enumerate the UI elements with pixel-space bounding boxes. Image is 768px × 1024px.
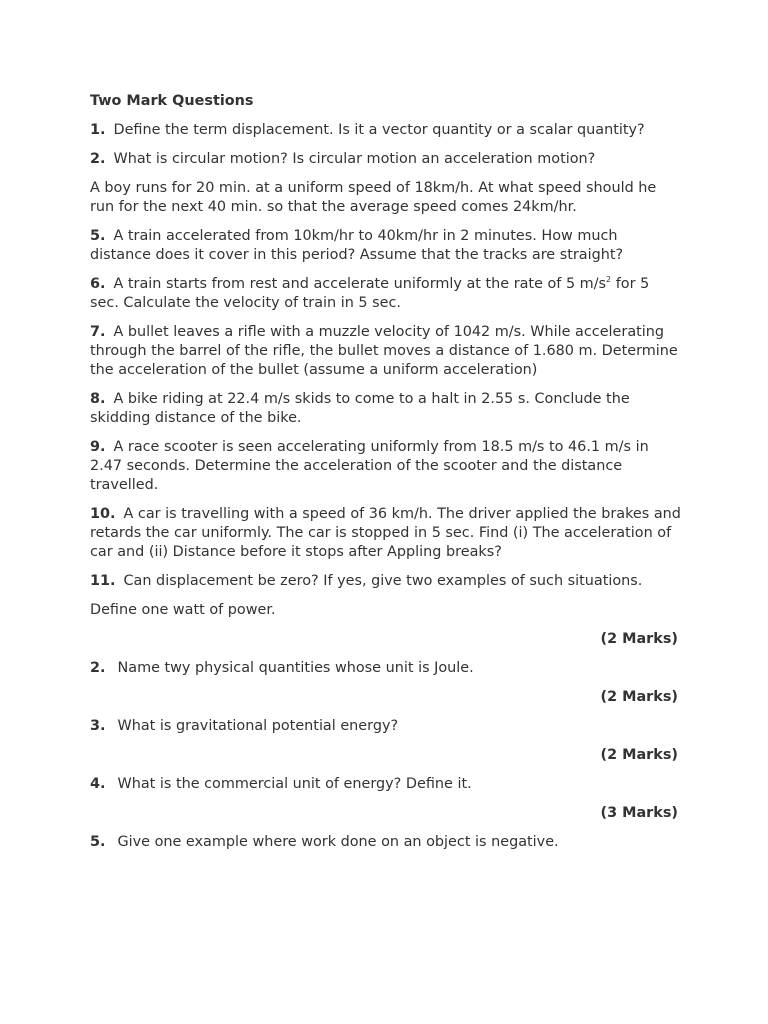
question-text: A boy runs for 20 min. at a uniform speed of 18km/h. At what speed should he run for the next 40 min. so that the average speed comes 24km/hr. (90, 180, 657, 215)
question-number: 5. (90, 228, 106, 244)
marks-label: (2 Marks) (600, 747, 678, 763)
superscript-exponent: 2 (606, 275, 612, 284)
question-number: 4. (90, 776, 106, 792)
marks-label: (3 Marks) (600, 805, 678, 821)
question-number: 3. (90, 718, 106, 734)
question-text: Give one example where work done on an object is negative. (117, 834, 559, 850)
question-number: 9. (90, 439, 106, 455)
question-item (90, 121, 682, 140)
question-text: What is circular motion? Is circular motion an acceleration motion? (113, 151, 596, 167)
question-text: Can displacement be zero? If yes, give two examples of such situations. (123, 573, 643, 589)
question-number: 5. (90, 834, 106, 850)
question-item (90, 150, 682, 169)
question-item (90, 775, 682, 794)
question-text: Name twy physical quantities whose unit is Joule. (117, 660, 474, 676)
question-text: A race scooter is seen accelerating uniformly from 18.5 m/s to 46.1 m/s in 2.47 seconds. Determine the acceleration of the scooter and the distance travelled. (90, 439, 649, 493)
question-number: 2. (90, 151, 106, 167)
question-text: What is the commercial unit of energy? Define it. (117, 776, 472, 792)
marks-label: (2 Marks) (600, 631, 678, 647)
question-number: 6. (90, 276, 106, 292)
question-item (90, 717, 682, 736)
question-number: 1. (90, 122, 106, 138)
question-item (90, 179, 682, 217)
question-item (90, 572, 682, 591)
question-number: 7. (90, 324, 106, 340)
question-text: A bike riding at 22.4 m/s skids to come to a halt in 2.55 s. Conclude the skidding distance of the bike. (90, 391, 630, 426)
question-number: 10. (90, 506, 116, 522)
question-text: A car is travelling with a speed of 36 km/h. The driver applied the brakes and retards the car uniformly. The car is stopped in 5 sec. Find (i) The acceleration of car and (ii) Distance before it stops after Appling breaks? (90, 506, 681, 560)
question-text: What is gravitational potential energy? (117, 718, 399, 734)
question-text: Define the term displacement. Is it a vector quantity or a scalar quantity? (113, 122, 645, 138)
question-item (90, 275, 682, 313)
question-text: Define one watt of power. (90, 602, 276, 618)
question-number: 2. (90, 660, 106, 676)
question-number: 11. (90, 573, 116, 589)
question-item (90, 323, 682, 380)
question-item (90, 833, 682, 852)
question-item (90, 659, 682, 678)
question-item (90, 390, 682, 428)
question-item (90, 601, 682, 620)
question-item (90, 505, 682, 562)
question-item (90, 227, 682, 265)
question-text: A bullet leaves a rifle with a muzzle velocity of 1042 m/s. While accelerating through the barrel of the rifle, the bullet moves a distance of 1.680 m. Determine the acceleration of the bullet (assume a uniform acceleration) (90, 324, 678, 378)
section-title: Two Mark Questions (90, 93, 254, 109)
document-content (90, 92, 682, 862)
question-item (90, 438, 682, 495)
question-number: 8. (90, 391, 106, 407)
question-text: A train accelerated from 10km/hr to 40km/hr in 2 minutes. How much distance does it cover in this period? Assume that the tracks are straight? (90, 228, 624, 263)
question-text: A train starts from rest and accelerate uniformly at the rate of 5 m/s (113, 276, 607, 292)
marks-label: (2 Marks) (600, 689, 678, 705)
question-text-continued: for 5 sec. Calculate the velocity of train in 5 sec. (90, 276, 650, 311)
